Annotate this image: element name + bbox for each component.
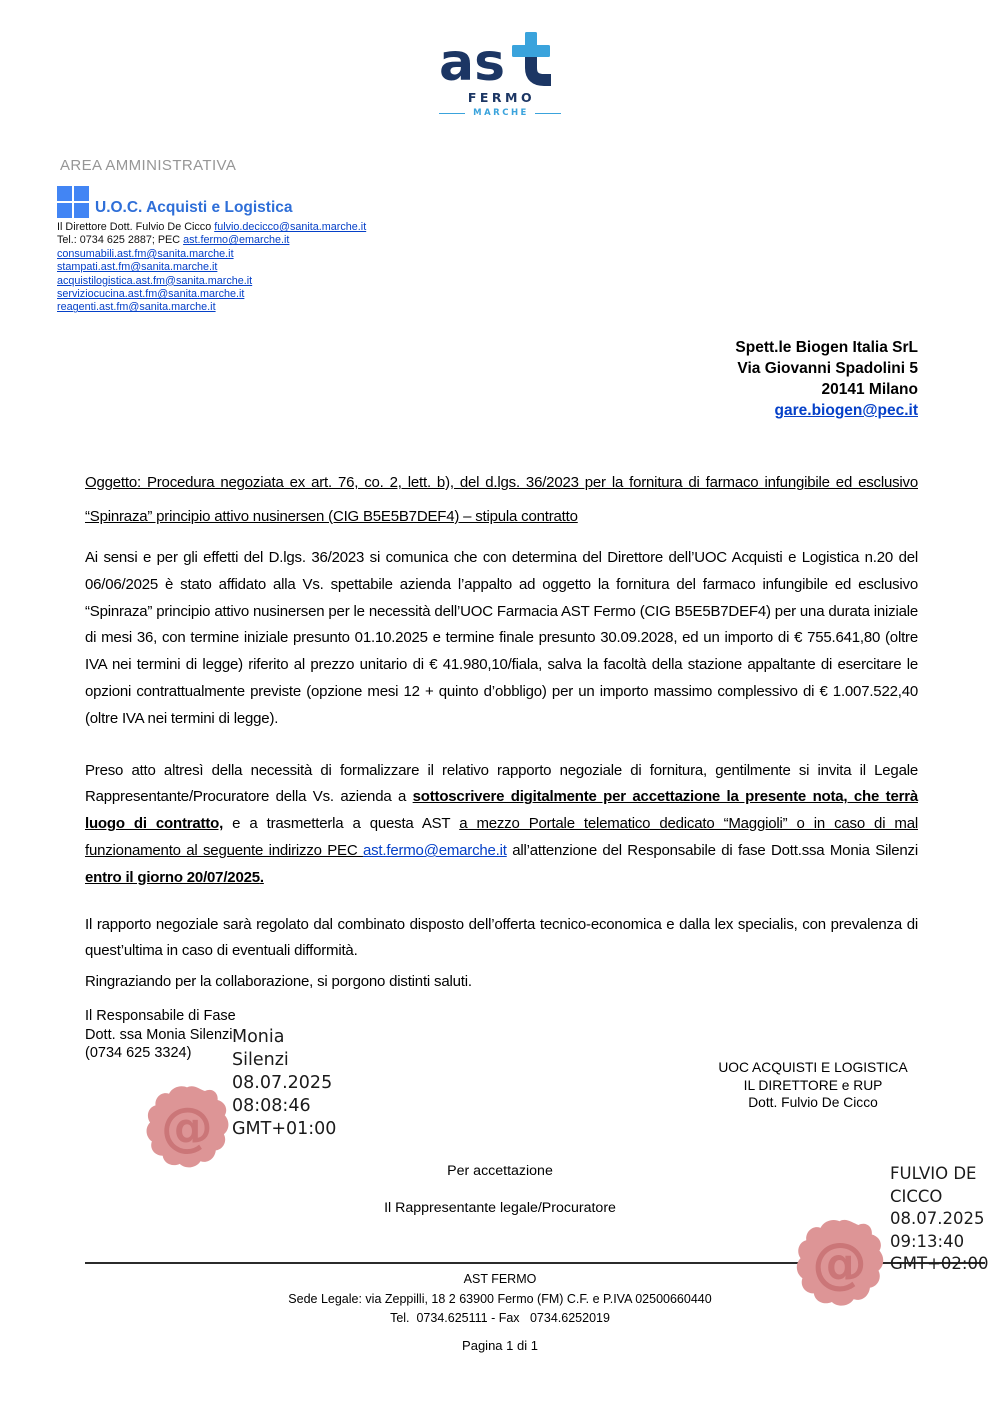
- logo-as-text: as: [439, 33, 506, 88]
- email-line: [57, 275, 366, 288]
- at-icon: @: [160, 1098, 214, 1158]
- acceptance-signer-role: Il Rappresentante legale/Procuratore: [384, 1200, 616, 1216]
- paragraph-lex-specialis: Il rapporto negoziale sarà regolato dal combinato disposto dell’offerta tecnico-economica e dalla lex specialis, con prevalenza di quest’ultima in caso di eventuali difformità.: [85, 915, 918, 960]
- director-name: Dott. Fulvio De Cicco: [748, 1095, 878, 1111]
- responsible-phone: (0734 625 3324): [85, 1045, 192, 1062]
- square-tile: [57, 203, 72, 218]
- letter-body: [85, 466, 918, 996]
- para2-deadline: entro il giorno 20/07/2025: [85, 868, 260, 886]
- footer-address: Sede Legale: via Zeppilli, 18 2 63900 Fermo (FM) C.F. e P.IVA 02500660440: [288, 1291, 712, 1306]
- footer-tel-fax: Tel. 0734.625111 - Fax 0734.6252019: [390, 1311, 610, 1325]
- signature-date: 08.07.2025: [890, 1209, 985, 1228]
- subject-line: [85, 466, 918, 534]
- logo-t-crossbar: [512, 45, 550, 57]
- signature-time: 08:08:46: [232, 1096, 311, 1116]
- recipient-email-link[interactable]: gare.biogen@pec.it: [774, 402, 918, 419]
- department-header: [57, 186, 293, 218]
- recipient-company: Spett.le Biogen Italia SrL: [735, 339, 918, 356]
- square-tile: [74, 186, 89, 201]
- signature-timezone: GMT+01:00: [232, 1119, 337, 1139]
- phone-pec-line: [57, 234, 366, 247]
- email-line: [57, 261, 366, 274]
- logo-region-line-right: [535, 113, 561, 114]
- phone-label: Tel.: 0734 625 2887; PEC: [57, 234, 184, 247]
- consumabili-email-link[interactable]: consumabili.ast.fm@sanita.marche.it: [57, 247, 234, 260]
- director-office: UOC ACQUISTI E LOGISTICA: [718, 1060, 908, 1075]
- page-number: Pagina 1 di 1: [462, 1338, 538, 1353]
- responsible-signature-block: [85, 1007, 236, 1063]
- pec-return-email-link[interactable]: ast.fermo@emarche.it: [362, 841, 507, 859]
- square-tile: [74, 203, 89, 218]
- signer-name-line1: FULVIO DE: [890, 1164, 977, 1183]
- email-line: [57, 248, 366, 261]
- footer-block: [0, 1270, 1000, 1329]
- acceptance-title: Per accettazione: [447, 1163, 553, 1179]
- recipient-city: 20141 Milano: [821, 381, 918, 398]
- signer-last-name: Silenzi: [232, 1050, 289, 1070]
- signature-timezone: GMT+02:00: [890, 1254, 989, 1273]
- director-role: IL DIRETTORE e RUP: [743, 1077, 883, 1093]
- signer-name-line2: CICCO: [890, 1186, 943, 1206]
- acceptance-block: [0, 1163, 1000, 1216]
- subject-text: Oggetto: Procedura negoziata ex art. 76, co. 2, lett. b), del d.lgs. 36/2023 per la fornitura di farmaco infungibile ed esclusivo “Spinraza” principio attivo nusinersen (CIG B5E5B7DEF4) – stipula contratto: [85, 474, 918, 525]
- paragraph-signing-instructions: [85, 758, 918, 892]
- para2-sign-requirement: sottoscrivere digitalmente per accettazione la presente nota, che terrà luogo di contratto,: [85, 788, 918, 833]
- pec-email-link[interactable]: ast.fermo@emarche.it: [183, 234, 290, 247]
- signature-time: 09:13:40: [890, 1231, 965, 1251]
- recipient-street: Via Giovanni Spadolini 5: [737, 360, 918, 377]
- serviziocucina-email-link[interactable]: serviziocucina.ast.fm@sanita.marche.it: [57, 288, 245, 301]
- director-signature-block: [652, 1059, 974, 1112]
- recipient-email-line: [735, 400, 918, 421]
- responsible-name: Dott. ssa Monia Silenzi: [85, 1026, 233, 1043]
- contact-block: [57, 221, 366, 315]
- at-icon: @: [811, 1231, 868, 1295]
- four-squares-icon: [57, 186, 89, 218]
- paragraph-thanks: Ringraziando per la collaborazione, si porgono distinti saluti.: [85, 973, 472, 991]
- para2-period: .: [259, 868, 264, 886]
- logo-city-label: FERMO: [467, 90, 536, 105]
- email-line: [57, 288, 366, 301]
- area-amministrativa-title: AREA AMMINISTRATIVA: [60, 157, 237, 174]
- stampati-email-link[interactable]: stampati.ast.fm@sanita.marche.it: [57, 261, 218, 274]
- director-email-link[interactable]: fulvio.decicco@sanita.marche.it: [214, 221, 367, 233]
- logo-t-tail: [531, 57, 551, 80]
- logo-region-row: [439, 108, 561, 118]
- paragraph-award: Ai sensi e per gli effetti del D.lgs. 36/2023 si comunica che con determina del Direttore dell’UOC Acquisti e Logistica n.20 del 06/06/2025 è stato affidato alla Vs. spettabile azienda l’appalto ad oggetto la fornitura del farmaco infungibile ed esclusivo “Spinraza” principio attivo nusinersen per le necessità dell’UOC Farmacia AST Fermo (CIG B5E5B7DEF4) per una durata iniziale di mesi 36, con termine iniziale presunto 01.10.2025 e termine finale presunto 30.09.2028, ed un importo di € 755.641,80 (oltre IVA nei termini di legge) riferito al prezzo unitario di € 41.980,10/fiala, salva la facoltà della stazione appaltante di esercitare le opzioni contrattualmente previste (opzione mesi 12 + quinto d’obbligo) per un importo massimo complessivo di € 1.007.522,40 (oltre IVA nei termini di legge).: [85, 549, 918, 727]
- digital-seal-stamp-left: [142, 1078, 232, 1176]
- signer-first-name: Monia: [232, 1027, 285, 1047]
- responsible-role: Il Responsabile di Fase: [85, 1008, 236, 1024]
- para2-middle: e a trasmetterla a questa AST: [223, 815, 460, 833]
- acquistilogistica-email-link[interactable]: acquistilogistica.ast.fm@sanita.marche.it: [57, 274, 253, 287]
- email-line: [57, 301, 366, 314]
- square-tile: [57, 186, 72, 201]
- para2-intro: Preso atto altresì della necessità di formalizzare il relativo rapporto negoziale di fornitura, gentilmente si invita il Legale Rappresentante/Procuratore della Vs. azienda a: [85, 761, 918, 806]
- director-line: [57, 221, 366, 234]
- director-label: Il Direttore Dott. Fulvio De Cicco: [57, 221, 215, 233]
- para2-attention: all’attenzione del Responsabile di fase Dott.ssa Monia Silenzi: [506, 841, 918, 859]
- digital-signature-monia-silenzi: [232, 1026, 336, 1141]
- footer-org-name: AST FERMO: [463, 1272, 537, 1286]
- reagenti-email-link[interactable]: reagenti.ast.fm@sanita.marche.it: [57, 301, 216, 314]
- recipient-address-block: [735, 337, 918, 421]
- para2-portal-clause: a mezzo Portale telematico dedicato “Maggioli” o in caso di mal funzionamento al seguente indirizzo PEC: [85, 815, 918, 859]
- digital-signature-fulvio-de-cicco: [890, 1163, 988, 1276]
- ast-logo-icon: [439, 30, 561, 88]
- ast-fermo-logo: [0, 30, 1000, 118]
- signature-date: 08.07.2025: [232, 1073, 333, 1093]
- department-title: U.O.C. Acquisti e Logistica: [95, 199, 293, 216]
- logo-region-line-left: [439, 113, 465, 114]
- logo-region-label: MARCHE: [473, 108, 529, 118]
